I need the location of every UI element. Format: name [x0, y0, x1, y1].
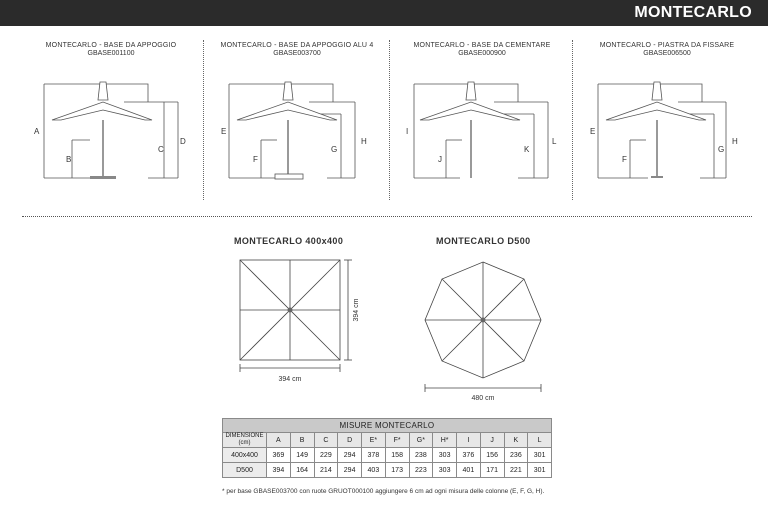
umbrella-side-view-drawing [400, 78, 580, 204]
column-header: A [267, 433, 291, 448]
dimension-letter: H [361, 137, 367, 146]
table-cell: 221 [504, 463, 528, 478]
table-cell: 376 [457, 448, 481, 463]
side-view-title-block [572, 42, 762, 57]
side-view-title: MONTECARLO - BASE DA CEMENTARE [413, 42, 551, 49]
dimension-letter: E [590, 127, 596, 136]
measures-table [222, 418, 552, 478]
dimension-letter: A [34, 127, 40, 136]
column-header: D [338, 433, 362, 448]
side-view-title-block [16, 42, 206, 57]
row-model-cell: D500 [223, 463, 267, 478]
square-width-label: 394 cm [278, 376, 302, 383]
dimension-letter: L [552, 137, 557, 146]
dimension-letter: F [253, 155, 258, 164]
side-view-title: MONTECARLO - PIASTRA DA FISSARE [599, 42, 735, 49]
table-cell: 156 [480, 448, 504, 463]
column-header: L [528, 433, 552, 448]
dimension-letter: J [438, 155, 442, 164]
dimension-letter: G [718, 145, 725, 154]
table-cell: 173 [385, 463, 409, 478]
column-header: C [314, 433, 338, 448]
section-divider [22, 216, 752, 217]
side-view-code: GBASE001100 [87, 50, 135, 57]
row-model-cell: 400x400 [223, 448, 267, 463]
table-caption: MISURE MONTECARLO [223, 419, 552, 433]
table-cell: 223 [409, 463, 433, 478]
dimension-letter: G [331, 145, 338, 154]
table-cell: 378 [362, 448, 386, 463]
table-cell: 394 [267, 463, 291, 478]
column-header: E* [362, 433, 386, 448]
dimension-letter: F [622, 155, 627, 164]
table-cell: 214 [314, 463, 338, 478]
umbrella-side-view-drawing [215, 78, 395, 204]
dimension-letter: H [732, 137, 738, 146]
table-cell: 303 [433, 463, 457, 478]
table-cell: 236 [504, 448, 528, 463]
square-view-title: MONTECARLO 400x400 [234, 236, 344, 246]
table-cell: 301 [528, 463, 552, 478]
dimension-header-unit: (cm) [238, 440, 251, 446]
side-view-title: MONTECARLO - BASE DA APPOGGIO [45, 42, 177, 49]
round-width-label: 480 cm [471, 395, 495, 402]
side-view-title-block [387, 42, 577, 57]
dimension-letter: K [524, 145, 530, 154]
table-row [223, 463, 552, 478]
dimension-header-label: DIMENSIONE [225, 433, 264, 439]
table-cell: 171 [480, 463, 504, 478]
umbrella-side-view-drawing [584, 78, 764, 204]
table-cell: 303 [433, 448, 457, 463]
umbrella-side-view-drawing [30, 78, 210, 204]
table-row [223, 448, 552, 463]
side-view-title: MONTECARLO - BASE DA APPOGGIO ALU 4 [220, 42, 374, 49]
column-header: G* [409, 433, 433, 448]
side-view-code: GBASE000900 [458, 50, 506, 57]
table-cell: 369 [267, 448, 291, 463]
table-header-row [223, 433, 552, 448]
round-top-view-drawing [420, 252, 550, 404]
table-cell: 158 [385, 448, 409, 463]
dimension-letter: B [66, 155, 72, 164]
table-cell: 294 [338, 463, 362, 478]
dimension-letter: E [221, 127, 227, 136]
column-header: B [290, 433, 314, 448]
column-header: H* [433, 433, 457, 448]
column-header: F* [385, 433, 409, 448]
dimension-letter: I [406, 127, 409, 136]
table-cell: 164 [290, 463, 314, 478]
side-view-code: GBASE003700 [273, 50, 321, 57]
table-cell: 238 [409, 448, 433, 463]
square-top-view-drawing [230, 252, 370, 392]
column-header: K [504, 433, 528, 448]
table-cell: 301 [528, 448, 552, 463]
column-header: J [480, 433, 504, 448]
round-view-title: MONTECARLO D500 [436, 236, 531, 246]
dimension-letter: D [180, 137, 186, 146]
column-header: I [457, 433, 481, 448]
footnote: * per base GBASE003700 con ruote GRUOT000100 aggiungere 6 cm ad ogni misura delle colonne (E, F, G, H). [222, 488, 545, 495]
dimension-header [223, 433, 267, 448]
side-view-title-block [202, 42, 392, 57]
brand-title: MONTECARLO [634, 4, 752, 21]
dimension-letter: C [158, 145, 164, 154]
side-view-code: GBASE006500 [643, 50, 691, 57]
table-cell: 294 [338, 448, 362, 463]
table-cell: 401 [457, 463, 481, 478]
square-height-label: 394 cm [353, 298, 360, 322]
table-cell: 229 [314, 448, 338, 463]
table-cell: 149 [290, 448, 314, 463]
table-cell: 403 [362, 463, 386, 478]
header-bar [0, 0, 768, 26]
